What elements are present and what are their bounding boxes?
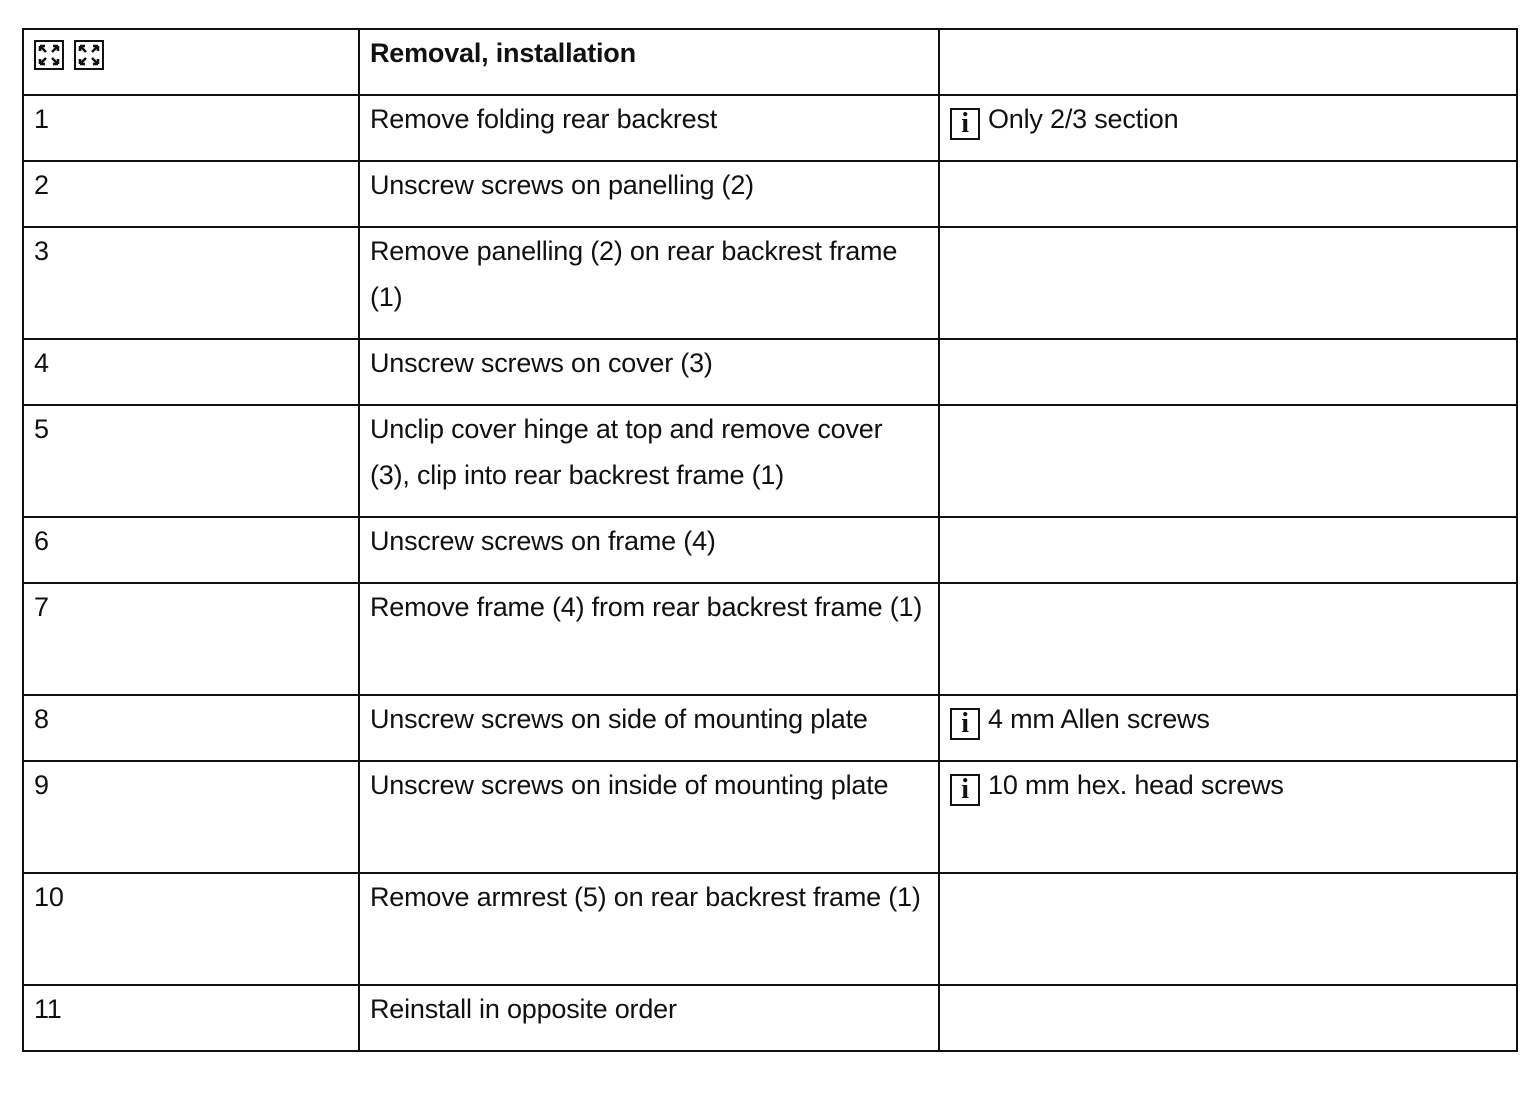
step-text: Remove armrest (5) on rear backrest frame (1) [359, 873, 939, 985]
step-text: Remove panelling (2) on rear backrest frame (1) [359, 227, 939, 339]
table-row [23, 339, 1517, 405]
info-icon: i [950, 774, 980, 806]
step-text: Unscrew screws on side of mounting plate [359, 695, 939, 761]
expand-arrows-icon [74, 40, 104, 70]
table-row [23, 873, 1517, 985]
step-note-cell [939, 695, 1517, 761]
step-note: 4 mm Allen screws [988, 704, 1210, 734]
table-row [23, 985, 1517, 1051]
step-note-cell [939, 761, 1517, 873]
table-header-row [23, 29, 1517, 95]
info-icon: i [950, 708, 980, 740]
step-text: Remove frame (4) from rear backrest frame (1) [359, 583, 939, 695]
step-note: Only 2/3 section [988, 104, 1179, 134]
step-text: Unscrew screws on frame (4) [359, 517, 939, 583]
step-number: 2 [23, 161, 359, 227]
step-note [939, 873, 1517, 985]
step-number: 7 [23, 583, 359, 695]
table-row [23, 227, 1517, 339]
step-number: 4 [23, 339, 359, 405]
step-text: Unscrew screws on cover (3) [359, 339, 939, 405]
step-number: 11 [23, 985, 359, 1051]
table-row [23, 95, 1517, 161]
step-note: 10 mm hex. head screws [988, 770, 1284, 800]
step-number: 3 [23, 227, 359, 339]
table-row [23, 517, 1517, 583]
info-icon: i [950, 108, 980, 140]
step-note [939, 227, 1517, 339]
step-text: Unclip cover hinge at top and remove cover (3), clip into rear backrest frame (1) [359, 405, 939, 517]
step-text: Remove folding rear backrest [359, 95, 939, 161]
step-number: 6 [23, 517, 359, 583]
header-icons-cell [23, 29, 359, 95]
expand-arrows-icon [34, 40, 64, 70]
procedure-table [22, 28, 1518, 1052]
step-note [939, 517, 1517, 583]
step-note [939, 985, 1517, 1051]
step-number: 5 [23, 405, 359, 517]
step-note [939, 583, 1517, 695]
step-number: 10 [23, 873, 359, 985]
table-row [23, 405, 1517, 517]
step-note-cell [939, 95, 1517, 161]
step-text: Unscrew screws on inside of mounting plate [359, 761, 939, 873]
table-row [23, 695, 1517, 761]
step-number: 8 [23, 695, 359, 761]
table-row [23, 583, 1517, 695]
header-note-cell [939, 29, 1517, 95]
step-number: 1 [23, 95, 359, 161]
step-number: 9 [23, 761, 359, 873]
table-row [23, 161, 1517, 227]
table-title: Removal, installation [359, 29, 939, 95]
step-text: Reinstall in opposite order [359, 985, 939, 1051]
step-text: Unscrew screws on panelling (2) [359, 161, 939, 227]
step-note [939, 161, 1517, 227]
table-row [23, 761, 1517, 873]
step-note [939, 405, 1517, 517]
step-note [939, 339, 1517, 405]
